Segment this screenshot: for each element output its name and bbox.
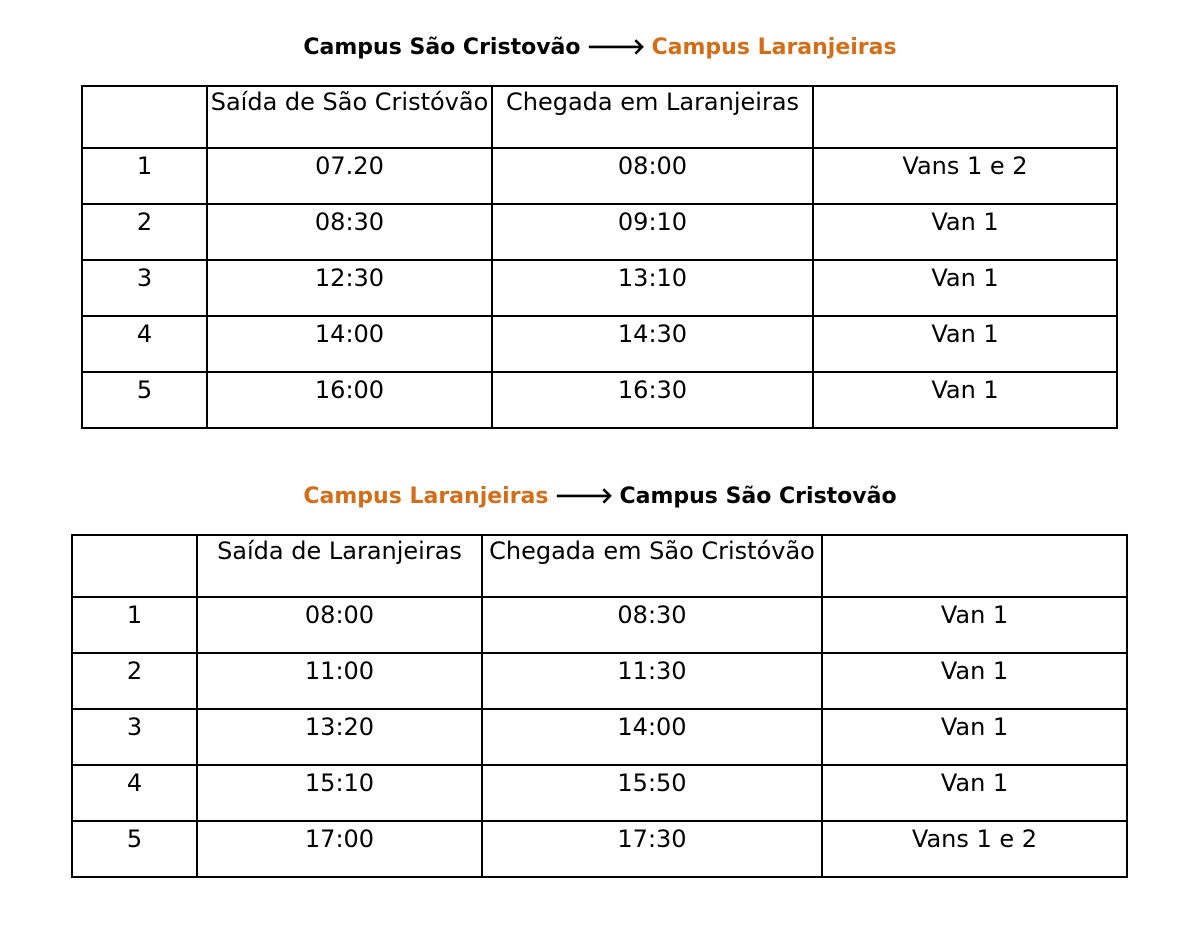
departure-time-cell: 16:00 [207,372,492,428]
vehicle-cell: Van 1 [822,709,1127,765]
table-row [72,653,1127,709]
departure-time-cell: 15:10 [197,765,482,821]
right-arrow-icon: 🡒 [554,484,614,509]
trip-number-cell: 2 [72,653,197,709]
arrival-time-cell: 11:30 [482,653,822,709]
trip-number-cell: 1 [72,597,197,653]
vehicle-cell: Vans 1 e 2 [813,148,1117,204]
vehicle-cell: Van 1 [813,260,1117,316]
table-row [72,709,1127,765]
departure-time-cell: 17:00 [197,821,482,877]
vehicle-cell: Van 1 [822,653,1127,709]
trip-number-cell: 2 [82,204,207,260]
departure-time-cell: 14:00 [207,316,492,372]
table-row [82,260,1117,316]
departure-time-cell: 08:00 [197,597,482,653]
header-cell-departure: Saída de São Cristóvão [207,86,492,148]
vehicle-cell: Van 1 [813,316,1117,372]
table-row [72,597,1127,653]
table-row [72,821,1127,877]
right-arrow-icon: 🡒 [586,35,646,60]
vehicle-cell: Van 1 [813,204,1117,260]
route-heading-sao-cristovao-to-laranjeiras [0,33,1200,63]
table-row [82,204,1117,260]
trip-number-cell: 5 [82,372,207,428]
route-heading-laranjeiras-to-sao-cristovao [0,482,1200,512]
arrival-time-cell: 16:30 [492,372,813,428]
arrival-time-cell: 14:30 [492,316,813,372]
table-row [82,148,1117,204]
route-origin: Campus Laranjeiras [303,484,549,509]
arrival-time-cell: 15:50 [482,765,822,821]
table-header-row [72,535,1127,597]
trip-number-cell: 4 [82,316,207,372]
arrival-time-cell: 09:10 [492,204,813,260]
arrival-time-cell: 08:00 [492,148,813,204]
departure-time-cell: 11:00 [197,653,482,709]
arrival-time-cell: 14:00 [482,709,822,765]
vehicle-cell: Van 1 [822,765,1127,821]
vehicle-cell: Vans 1 e 2 [822,821,1127,877]
route-origin: Campus São Cristovão [303,35,581,60]
vehicle-cell: Van 1 [822,597,1127,653]
route-destination: Campus São Cristovão [619,484,897,509]
table-row [82,316,1117,372]
trip-number-cell: 1 [82,148,207,204]
departure-time-cell: 08:30 [207,204,492,260]
header-cell-trip-number [72,535,197,597]
trip-number-cell: 5 [72,821,197,877]
departure-time-cell: 07.20 [207,148,492,204]
schedule-table-sao-cristovao-to-laranjeiras [81,85,1118,429]
departure-time-cell: 13:20 [197,709,482,765]
header-cell-arrival: Chegada em São Cristóvão [482,535,822,597]
arrival-time-cell: 17:30 [482,821,822,877]
header-cell-trip-number [82,86,207,148]
schedule-table-laranjeiras-to-sao-cristovao [71,534,1128,878]
route-destination: Campus Laranjeiras [651,35,897,60]
vehicle-cell: Van 1 [813,372,1117,428]
header-cell-arrival: Chegada em Laranjeiras [492,86,813,148]
trip-number-cell: 3 [72,709,197,765]
arrival-time-cell: 13:10 [492,260,813,316]
header-cell-departure: Saída de Laranjeiras [197,535,482,597]
table-row [72,765,1127,821]
table-header-row [82,86,1117,148]
trip-number-cell: 4 [72,765,197,821]
trip-number-cell: 3 [82,260,207,316]
arrival-time-cell: 08:30 [482,597,822,653]
header-cell-vehicle [813,86,1117,148]
header-cell-vehicle [822,535,1127,597]
departure-time-cell: 12:30 [207,260,492,316]
table-row [82,372,1117,428]
